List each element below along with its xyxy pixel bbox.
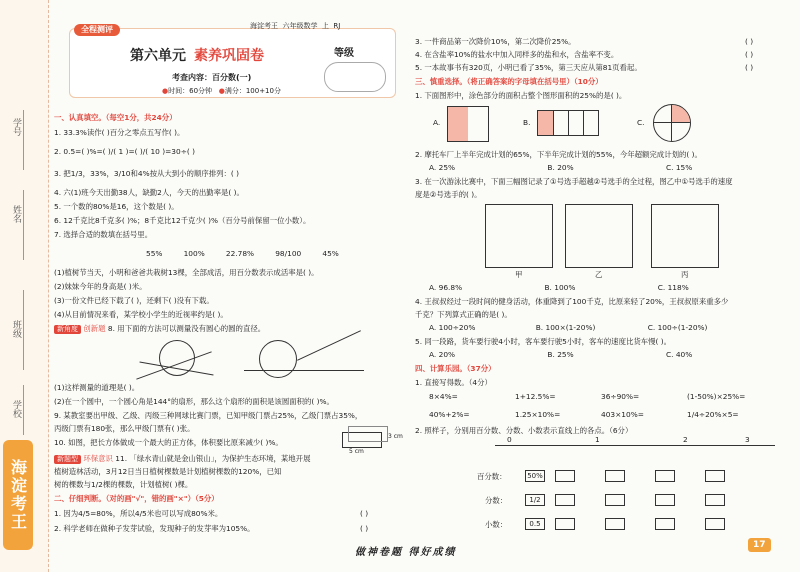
q1: 1. 33.3%读作( )百分之零点五写作( )。 bbox=[54, 128, 185, 137]
q7-1: (1)植树节当天，小明和爸爸共栽树13棵，全部成活，用百分数表示成活率是( )。 bbox=[54, 268, 319, 277]
grade-box[interactable] bbox=[324, 62, 386, 92]
q6: 6. 12千克比8千克多( )%；8千克比12千克少( )%（百分号前保留一位小数）。 bbox=[54, 216, 311, 225]
page-title: 第六单元 素养巩固卷 bbox=[130, 48, 264, 64]
judge-4-answer[interactable]: ( ) bbox=[745, 50, 754, 59]
series-info: 海淀考王 六年级数学 上 RJ bbox=[250, 22, 341, 30]
answer-box[interactable] bbox=[705, 518, 725, 530]
shape-b bbox=[537, 110, 599, 136]
choice-2-options: A. 25% B. 20% C. 15% bbox=[429, 163, 693, 172]
choice-5-options: A. 20% B. 25% C. 40% bbox=[429, 350, 693, 359]
example-percent: 50% bbox=[525, 470, 545, 482]
q7-options: 55% 100% 22.78% 98/100 45% bbox=[146, 249, 339, 258]
brand-logo: 海淀考王 bbox=[3, 440, 33, 550]
score-icon: ● bbox=[218, 87, 225, 95]
calc-1: 1. 直接写得数。（4分） bbox=[415, 378, 492, 387]
q7-4: (4)从目前情况来看，某学校小学生的近视率约是( )。 bbox=[54, 310, 228, 319]
choice-4-cont: 千克？下列算式正确的是( )。 bbox=[415, 310, 512, 319]
label-class: 班级 bbox=[11, 320, 21, 338]
swim-pic-3 bbox=[651, 204, 719, 268]
choice-4: 4. 王叔叔经过一段时间的健身活动，体重降到了100千克，比原来轻了20%，王叔叔原来重多少 bbox=[415, 297, 729, 306]
judge-2: 2. 科学老师在做种子发芽试验，发现种子的发芽率为105%。 bbox=[54, 524, 255, 533]
q2: 2. 0.5=( )%=( )/( 1 )=( )/( 10 )=30÷( ) bbox=[54, 147, 196, 156]
exam-content: 考查内容：百分数(一) bbox=[172, 73, 252, 82]
assessment-tag: 全程测评 bbox=[74, 24, 120, 36]
example-decimal: 0.5 bbox=[525, 518, 545, 530]
page-number: 17 bbox=[748, 538, 771, 552]
judge-1: 1. 因为4/5=80%，所以4/5米也可以写成80%米。 bbox=[54, 509, 223, 518]
answer-box[interactable] bbox=[655, 470, 675, 482]
answer-box[interactable] bbox=[605, 470, 625, 482]
choice-4-options: A. 100÷20% B. 100×(1-20%) C. 100÷(1-20%) bbox=[429, 323, 708, 332]
q4: 4. 六(1)班今天出勤38人，缺勤2人，今天的出勤率是( )。 bbox=[54, 188, 244, 197]
q5: 5. 一个数的80%是16，这个数是( )。 bbox=[54, 202, 179, 211]
judge-4: 4. 在含盐率10%的盐水中加入同样多的盐和水，含盐率不变。 bbox=[415, 50, 619, 59]
calc-2: 2. 照样子，分别用百分数、分数、小数表示直线上的各点。（6分） bbox=[415, 426, 633, 435]
q3: 3. 把1/3，33%，3/10和4%按从大到小的顺序排列：( ) bbox=[54, 169, 240, 178]
number-line bbox=[495, 445, 775, 446]
example-fraction: 1/2 bbox=[525, 494, 545, 506]
shape-c bbox=[653, 104, 691, 142]
binding-margin bbox=[0, 0, 49, 572]
q7: 7. 选择合适的数填在括号里。 bbox=[54, 230, 153, 239]
label-school: 学校 bbox=[11, 400, 21, 418]
q10: 10. 如图，把长方体做成一个最大的正方体，体积要比原来减少( )%。 bbox=[54, 438, 283, 447]
q8-2: (2)在一个圆中，一个圆心角是144°的扇形，那么这个扇形的面积是该圆面积的( )%。 bbox=[54, 397, 334, 406]
new-type-badge: 新题型 bbox=[54, 455, 81, 464]
judge-1-answer[interactable]: ( ) bbox=[360, 509, 369, 518]
section-4-title: 四、计算乐园。（37分） bbox=[415, 364, 496, 373]
answer-box[interactable] bbox=[555, 518, 575, 530]
grade-label: 等级 bbox=[334, 48, 354, 59]
answer-box[interactable] bbox=[555, 494, 575, 506]
q11-cont2: 树的棵数与1/2棵的棵数，计划植树( )棵。 bbox=[54, 480, 193, 489]
answer-box[interactable] bbox=[555, 470, 575, 482]
answer-box[interactable] bbox=[605, 518, 625, 530]
answer-box[interactable] bbox=[705, 494, 725, 506]
q8-1: (1)这样测量的道理是( )。 bbox=[54, 383, 140, 392]
judge-3: 3. 一件商品第一次降价10%，第二次降价25%。 bbox=[415, 37, 576, 46]
shape-a bbox=[447, 106, 489, 142]
section-3-title: 三、慎重选择。（将正确答案的字母填在括号里）（10分） bbox=[415, 77, 603, 86]
swim-pic-1 bbox=[485, 204, 553, 268]
choice-3-cont: 度是②号选手的( )。 bbox=[415, 190, 482, 199]
q11-cont: 植树造林活动，3月12日当日植树棵数是计划植树棵数的120%，已知 bbox=[54, 467, 282, 476]
answer-box[interactable] bbox=[655, 494, 675, 506]
q8: 新角度 创新题 8. 用下面的方法可以测量没有圆心的圆的直径。 bbox=[54, 324, 265, 334]
choice-5: 5. 同一段路，货车要行驶4小时，客车要行驶5小时，客车的速度比货车慢( )。 bbox=[415, 337, 672, 346]
answer-box[interactable] bbox=[605, 494, 625, 506]
swim-pic-2 bbox=[565, 204, 633, 268]
choice-3: 3. 在一次游泳比赛中，下面三幅图记录了①号选手超越②号选手的全过程，图乙中①号选手的速度 bbox=[415, 177, 733, 186]
clock-icon: ● bbox=[162, 87, 169, 95]
q9-cont: 丙级门票有180张，那么甲级门票有( )张。 bbox=[54, 424, 195, 433]
left-column: 全程测评 海淀考王 六年级数学 上 RJ 第六单元 素养巩固卷 等级 考查内容：百分数(一) ●时间：60分钟 ●满分：100+10分 一、认真填空。（每空1分，共24分） 1. 33.3%读作( )百分之零点五写作( )。 2. 0.5=( )%=( )/( 1 )=( )/( 10 )=30÷( ) 3. 把1/3，33%，3/10和4%按从大到小的顺序排列：( ) 4. 六(1)班今天出勤38人，缺勤2人，今天的出勤率是( )。 5. 一个数的80%是16，这个数是( )。 6. 12千克比8千克多( )%；8千克比12千克少( )%（百分号前保留一位小数）。 7. 选择合适的数填在括号里。 55% 100% 22.78% 98/100 45% (1)植树节当天，小明和爸爸共栽树13棵，全部成活，用百分数表示成活率是( )。 (2)妹妹今年的身高是( )米。 (3)一份文件已经下载了( )，还剩下( )没有下载。 (4)从目前情况来看，某学校小学生的近视率约是( )。 新角度 创新题 8. 用下面的方法可以测量没有圆心的圆的直径。 (1)这样测量的道理是( )。 (2)在一个圆中，一个圆心角是144°的扇形，那么这个扇形的面积是该圆面积的( )%。 9. 某教室要出甲级、乙级、丙级三种网球比赛门票，已知甲级门票占25%，乙级门票占35%， 丙级门票有180张，那么甲级门票有( )张。 10. 如图，把长方体做成一个最大的正方体，体积要比原来减少( )%。 5 cm 3 cm 新题型 环保意识 11. 「绿水青山就是金山银山」，为保护生态环境，某地开展 植树造林活动，3月12日当日植树棵数是计划植树棵数的120%，已知 树的棵数与1/2棵的棵数，计划植树( )棵。 二、仔细判断。（对的画"√"，错的画"×"）（5分） 1. 因为4/5=80%，所以4/5米也可以写成80%米。 ( ) 2. 科学老师在做种子发芽试验，发现种子的发芽率为105%。 ( ) bbox=[54, 22, 403, 533]
judge-3-answer[interactable]: ( ) bbox=[745, 37, 754, 46]
new-angle-badge: 新角度 bbox=[54, 325, 81, 334]
section-1-title: 一、认真填空。（每空1分，共24分） bbox=[54, 113, 177, 122]
judge-5: 5. 一本故事书有320页，小明已看了35%，第三天应从第81页看起。 bbox=[415, 63, 642, 72]
q9: 9. 某教室要出甲级、乙级、丙级三种网球比赛门票，已知甲级门票占25%，乙级门票占35%， bbox=[54, 411, 363, 420]
exam-meta: ●时间：60分钟 ●满分：100+10分 bbox=[162, 87, 281, 95]
q11: 新题型 环保意识 11. 「绿水青山就是金山银山」，为保护生态环境，某地开展 bbox=[54, 454, 310, 464]
label-name: 姓名 bbox=[11, 205, 21, 223]
label-student-id: 学号 bbox=[11, 118, 21, 136]
choice-1: 1. 下面图形中，涂色部分的面积占整个图形面积的25%的是( )。 bbox=[415, 91, 627, 100]
answer-box[interactable] bbox=[655, 518, 675, 530]
q7-3: (3)一份文件已经下载了( )，还剩下( )没有下载。 bbox=[54, 296, 214, 305]
answer-box[interactable] bbox=[705, 470, 725, 482]
choice-2: 2. 摩托车厂上半年完成计划的65%，下半年完成计划的55%，今年超额完成计划的( )。 bbox=[415, 150, 702, 159]
q7-2: (2)妹妹今年的身高是( )米。 bbox=[54, 282, 147, 291]
right-column: 3. 一件商品第一次降价10%，第二次降价25%。 ( ) 4. 在含盐率10%的盐水中加入同样多的盐和水，含盐率不变。 ( ) 5. 一本故事书有320页，小明已看了35%，第三天应从第81页看起。 ( ) 三、慎重选择。（将正确答案的字母填在括号里）（10分） 1. 下面图形中，涂色部分的面积占整个图形面积的25%的是( )。 A. B. C. 2. 摩托车厂上半年完成计划的65%，下半年完成计划的55%，今年超额完成计划的( )。 A. 25% B. 20% C. 15% 3. 在一次游泳比赛中，下面三幅图记录了①号选手超越②号选手的全过程，图乙中①号选手的速度 度是②号选手的( )。 甲 乙 丙 A. 96.8% B. 100% C. 118% 4. 王叔叔经过一段时间的健身活动，体重降到了100千克，比原来轻了20%，王叔叔原来重多少 千克？下列算式正确的是( )。 A. 100÷20% B. 100×(1-20%) C. 100÷(1-20%) 5. 同一段路，货车要行驶4小时，客车要行驶5小时，客车的速度比货车慢( )。 A. 20% B. 25% C. 40% 四、计算乐园。（37分） 1. 直接写得数。（4分） 8×4%= 1+12.5%= 36÷90%= (1-50%)×25%= 40%+2%= 1.25×10%= 403×10%= 1/4÷20%×5= 2. 照样子，分别用百分数、分数、小数表示直线上的各点。（6分） 0 1 2 3 百分数： 分数： 小数： 50% 1/2 0.5 bbox=[415, 0, 785, 572]
choice-3-options: A. 96.8% B. 100% C. 118% bbox=[429, 283, 689, 292]
section-2-title: 二、仔细判断。（对的画"√"，错的画"×"）（5分） bbox=[54, 494, 219, 503]
judge-5-answer[interactable]: ( ) bbox=[745, 63, 754, 72]
judge-2-answer[interactable]: ( ) bbox=[360, 524, 369, 533]
footer-slogan: 做神卷题 得好成绩 bbox=[355, 547, 457, 558]
